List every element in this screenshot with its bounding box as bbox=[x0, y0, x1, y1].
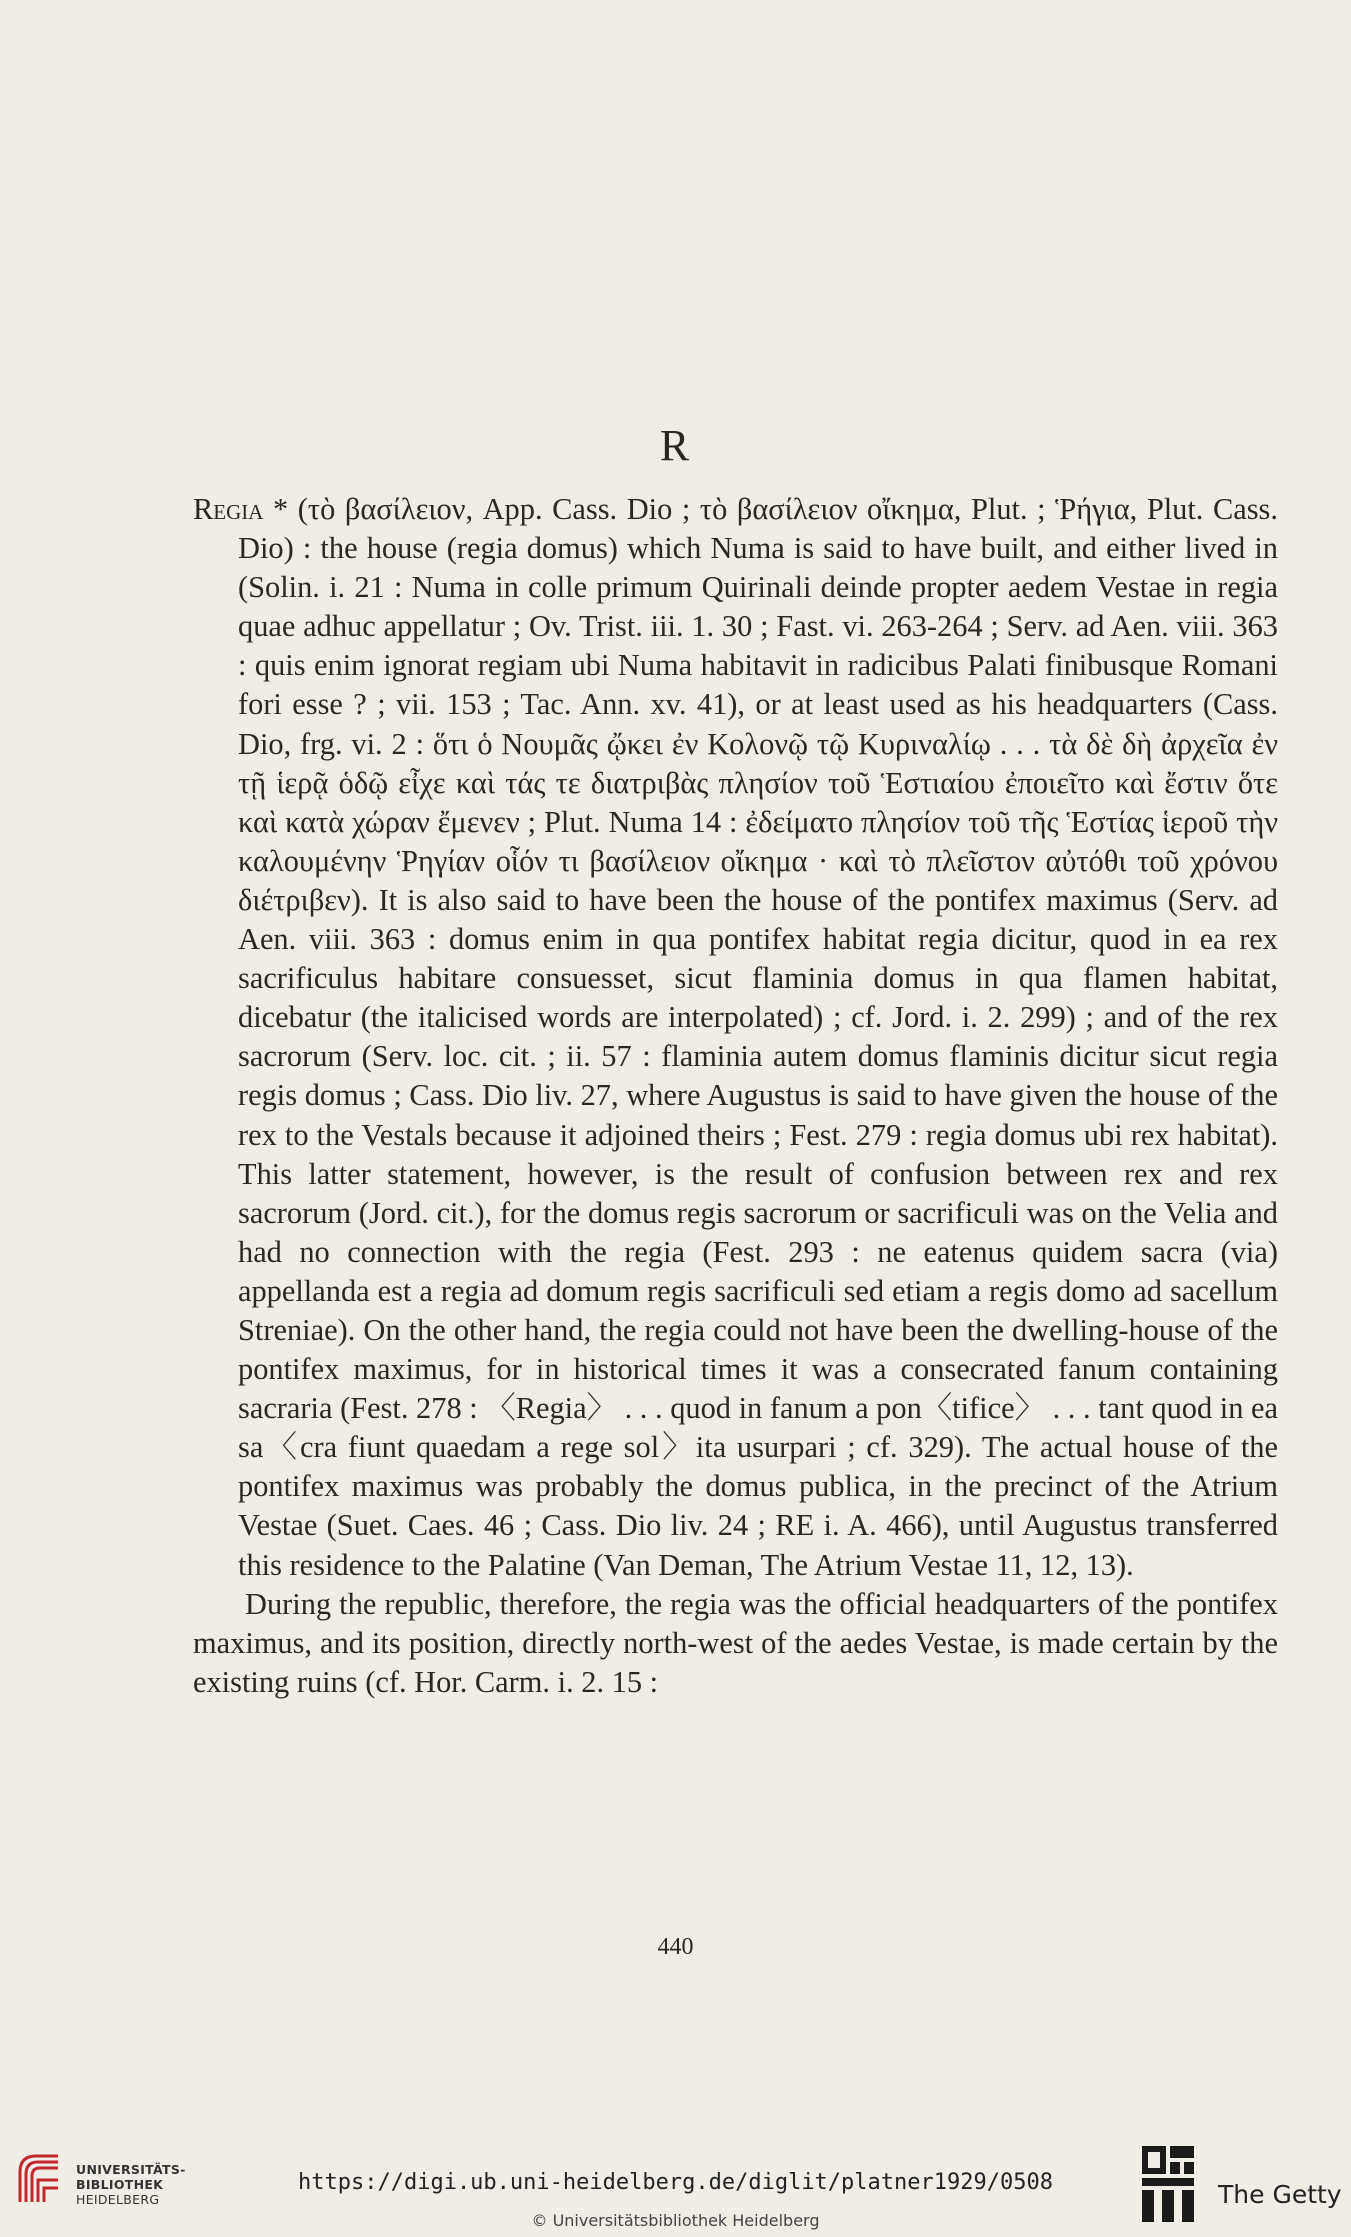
entry-lemma: Regia bbox=[193, 492, 264, 526]
paragraph-regia bbox=[193, 490, 1278, 1585]
copyright-notice: © Universitätsbibliothek Heidelberg bbox=[531, 2211, 820, 2230]
paragraph-1-text: * (τὸ βασίλειον, App. Cass. Dio ; τὸ βασίλειον οἴκημα, Plut. ; Ῥήγια, Plut. Cass. Dio) : the house (regia domus) which Numa is said to have built, and either lived in (Solin. i. 21 : Numa in colle primum Quirinali deinde propter aedem Vestae in regia quae adhuc appellatur ; Ov. Trist. iii. 1. 30 ; Fast. vi. 263-264 ; Serv. ad Aen. viii. 363 : quis enim ignorat regiam ubi Numa habitavit in radicibus Palati finibusque Romani fori esse ? ; vii. 153 ; Tac. Ann. xv. 41), or at least used as his headquarters (Cass. Dio, frg. vi. 2 : ὅτι ὁ Νουμᾶς ᾤκει ἐν Κολονῷ τῷ Κυριναλίῳ . . . τὰ δὲ δὴ ἀρχεῖα ἐν τῇ ἱερᾷ ὁδῷ εἶχε καὶ τάς τε διατριβὰς πλησίον τοῦ Ἑστιαίου ἐποιεῖτο καὶ ἔστιν ὅτε καὶ κατὰ χώραν ἔμενεν ; Plut. Numa 14 : ἐδείματο πλησίον τοῦ τῆς Ἑστίας ἱεροῦ τὴν καλουμένην Ῥηγίαν οἷόν τι βασίλειον οἴκημα · καὶ τὸ πλεῖστον αὐτόθι τοῦ χρόνου διέτριβεν). It is also said to have been the house of the pontifex maximus (Serv. ad Aen. viii. 363 : domus enim in qua pontifex habitat regia dicitur, quod in ea rex sacrificulus habitare consuesset, sicut flaminia domus in qua flamen habitat, dicebatur (the italicised words are interpolated) ; cf. Jord. i. 2. 299) ; and of the rex sacrorum (Serv. loc. cit. ; ii. 57 : flaminia autem domus flaminis dicitur sicut regia regis domus ; Cass. Dio liv. 27, where Augustus is said to have given the house of the rex to the Vestals because it adjoined theirs ; Fest. 279 : regia domus ubi rex habitat). This latter statement, however, is the result of confusion between rex and rex sacrorum (Jord. cit.), for the domus regis sacrorum or sacrificuli was on the Velia and had no connection with the regia (Fest. 293 : ne eatenus quidem sacra (via) appellanda est a regia ad domum regis sacrificuli sed etiam a regis domo ad sacellum Streniae). On the other hand, the regia could not have been the dwelling-house of the pontifex maximus, for in historical times it was a consecrated fanum containing sacraria (Fest. 278 : 〈Regia〉 . . . quod in fanum a pon〈tifice〉 . . . tant quod in ea sa〈cra fiunt quaedam a rege sol〉ita usurpari ; cf. 329). The actual house of the pontifex maximus was probably the domus publica, in the precinct of the Atrium Vestae (Suet. Caes. 46 ; Cass. Dio liv. 24 ; RE i. A. 466), until Augustus transferred this residence to the Palatine (Van Deman, The Atrium Vestae 11, 12, 13). bbox=[238, 492, 1278, 1582]
getty-name: The Getty bbox=[1218, 2180, 1342, 2209]
page-number: 440 bbox=[657, 1934, 694, 1960]
paragraph-2: During the republic, therefore, the regia was the official headquarters of the pontifex maximus, and its position, directly north-west of the aedes Vestae, is made certain by the existing ruins (cf. Hor. Carm. i. 2. 15 : bbox=[193, 1586, 1278, 1699]
permalink-url[interactable]: https://digi.ub.uni-heidelberg.de/diglit/platner1929/0508 bbox=[298, 2170, 1053, 2195]
university-library-name: UNIVERSITÄTS- BIBLIOTHEK HEIDELBERG bbox=[76, 2162, 186, 2207]
getty-logo-icon bbox=[1140, 2144, 1198, 2224]
section-letter: R bbox=[659, 421, 692, 470]
entry-text bbox=[193, 490, 1278, 1702]
digitization-footer bbox=[0, 2130, 1351, 2237]
